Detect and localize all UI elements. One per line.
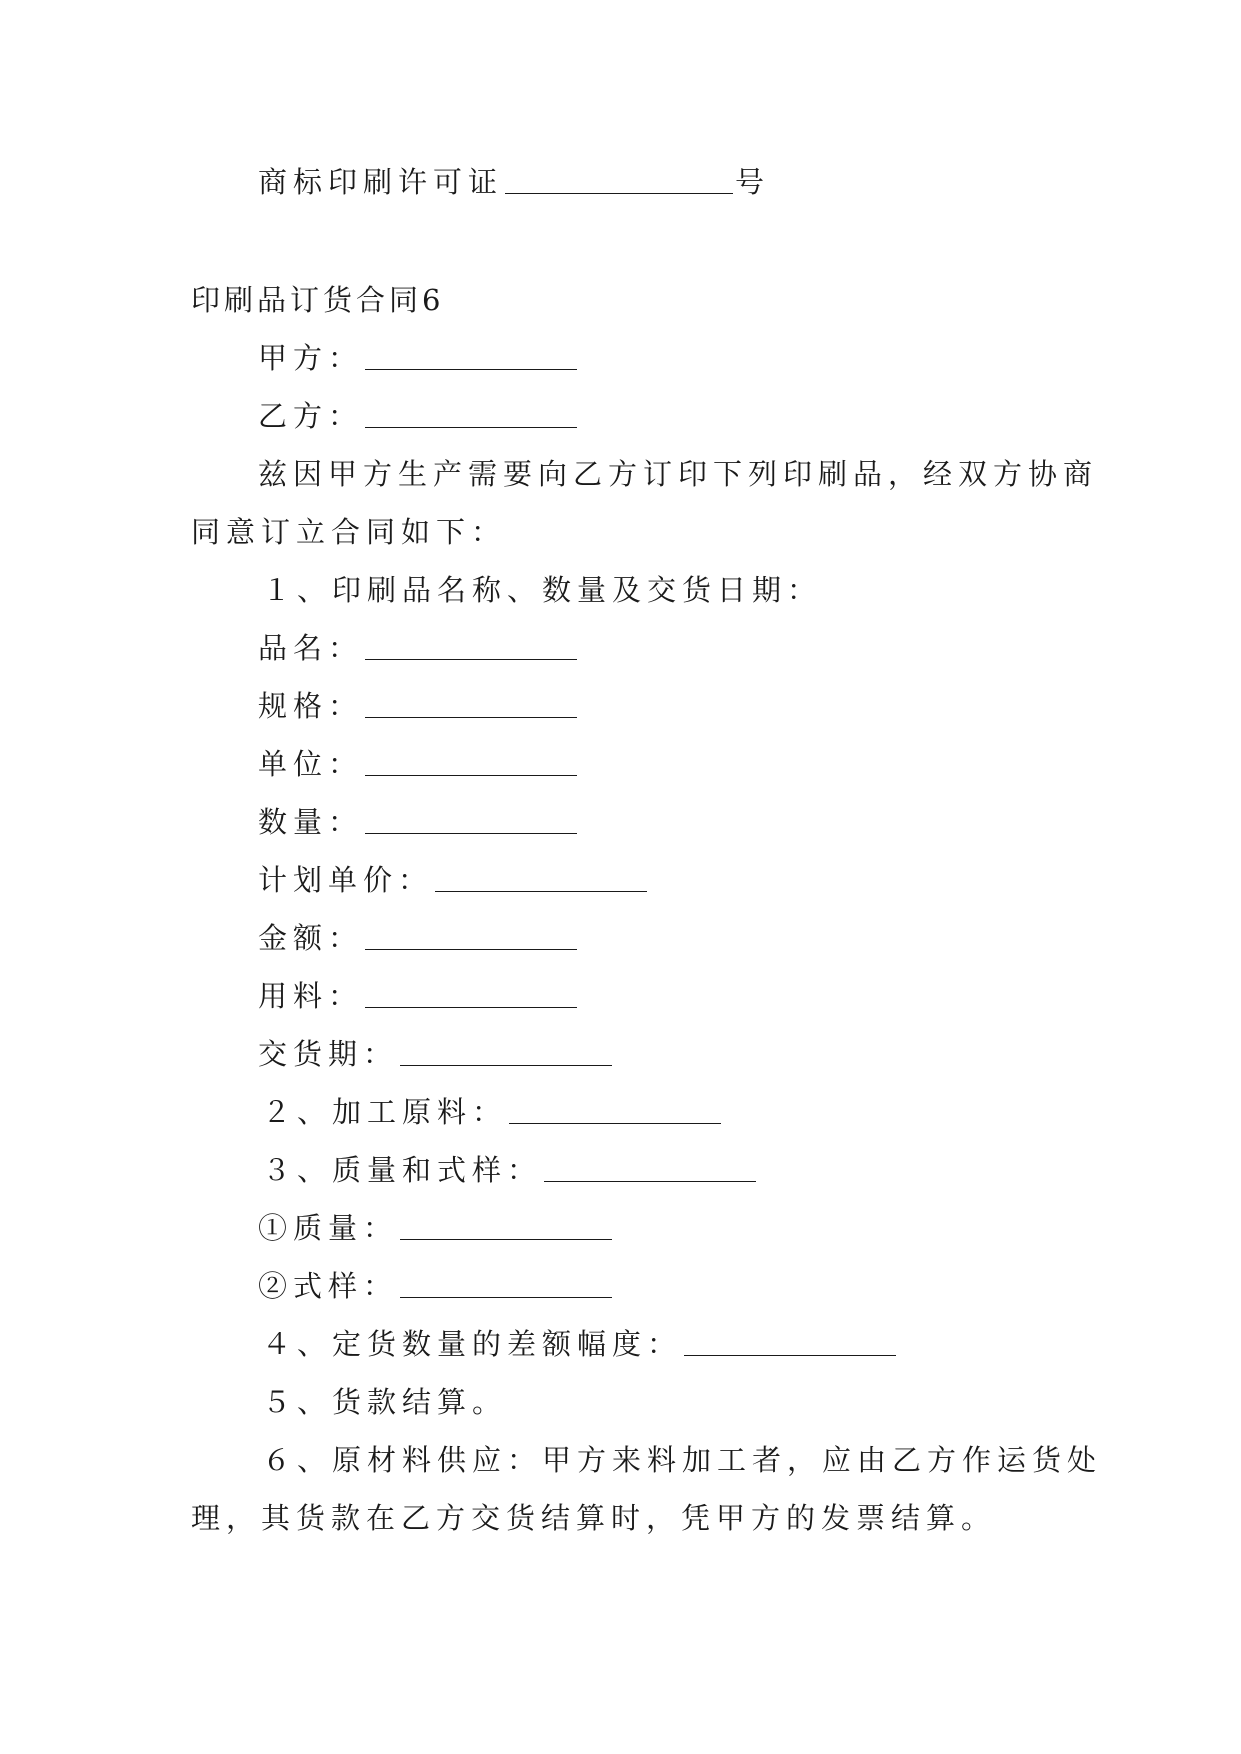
field-material-line [258, 976, 579, 1016]
party-b-blank [365, 401, 577, 428]
quality-blank [400, 1213, 612, 1240]
intro-line-1: 兹因甲方生产需要向乙方订印下列印刷品，经双方协商 [258, 457, 1099, 491]
field-unit-blank [365, 749, 577, 776]
section-6-line-1: ６、原材料供应：甲方来料加工者，应由乙方作运货处 [262, 1443, 1103, 1477]
field-spec-blank [365, 691, 577, 718]
field-amount-label: 金额： [258, 921, 364, 955]
field-quantity-blank [365, 807, 577, 834]
field-name-line [258, 628, 579, 668]
section-4-label: ４、定货数量的差额幅度： [262, 1327, 683, 1361]
field-material-label: 用料： [258, 979, 364, 1013]
field-spec-line [258, 686, 579, 726]
field-delivery-blank [400, 1039, 612, 1066]
style-line [258, 1266, 614, 1306]
field-amount-line [258, 918, 579, 958]
style-label: ②式样： [258, 1269, 399, 1303]
section-1-heading: １、印刷品名称、数量及交货日期： [262, 573, 823, 607]
field-name-label: 品名： [258, 631, 364, 665]
section-2-label: ２、加工原料： [262, 1095, 508, 1129]
quality-label: ①质量： [258, 1211, 399, 1245]
field-name-blank [365, 633, 577, 660]
trademark-license-line [258, 162, 770, 202]
section-5-line: ５、货款结算。 [262, 1385, 508, 1419]
party-b-line [258, 396, 579, 436]
field-quantity-label: 数量： [258, 805, 364, 839]
field-delivery-line [258, 1034, 614, 1074]
section-6-line-2: 理，其货款在乙方交货结算时，凭甲方的发票结算。 [191, 1501, 997, 1535]
license-suffix: 号 [735, 165, 771, 199]
section-4-line [262, 1324, 898, 1364]
section-3-label: ３、质量和式样： [262, 1153, 543, 1187]
party-b-label: 乙方： [258, 399, 364, 433]
field-unit-label: 单位： [258, 747, 364, 781]
field-amount-blank [365, 923, 577, 950]
section-2-blank [509, 1097, 721, 1124]
section-2-line [262, 1092, 723, 1132]
field-delivery-label: 交货期： [258, 1037, 399, 1071]
contract-title: 印刷品订货合同6 [191, 283, 445, 317]
field-plan-price-line [258, 860, 649, 900]
party-a-blank [365, 343, 577, 370]
section-4-blank [684, 1329, 896, 1356]
field-plan-price-label: 计划单价： [258, 863, 434, 897]
intro-line-2: 同意订立合同如下： [191, 515, 507, 549]
field-unit-line [258, 744, 579, 784]
party-a-label: 甲方： [258, 341, 364, 375]
field-spec-label: 规格： [258, 689, 364, 723]
section-3-line [262, 1150, 758, 1190]
field-quantity-line [258, 802, 579, 842]
field-plan-price-blank [435, 865, 647, 892]
style-blank [400, 1271, 612, 1298]
quality-line [258, 1208, 614, 1248]
license-label: 商标印刷许可证 [258, 165, 504, 199]
license-number-blank [505, 167, 733, 194]
section-3-blank [544, 1155, 756, 1182]
party-a-line [258, 338, 579, 378]
field-material-blank [365, 981, 577, 1008]
